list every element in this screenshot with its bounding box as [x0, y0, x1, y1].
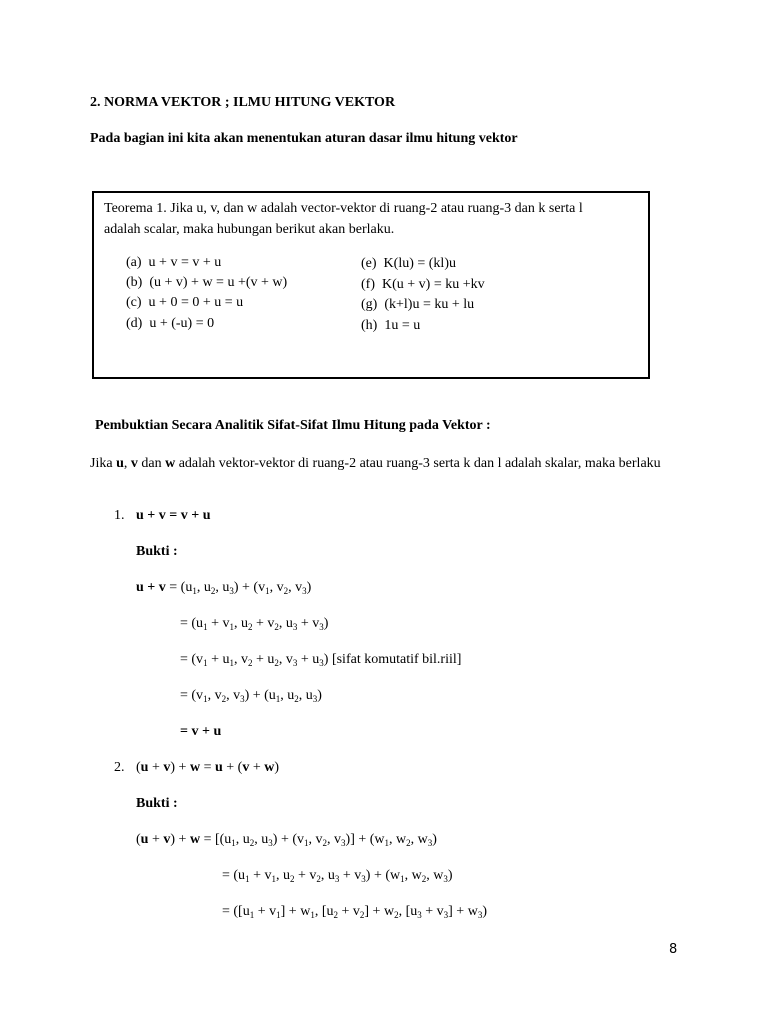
item-1-step-5: = v + u — [180, 724, 222, 739]
property-a: (a) u + v = v + u — [126, 255, 222, 270]
item-2-step-2: = ($u_1 + v_1$, $u_2 + v_2$, $u_3 + v_3) + (w_1$, $w_2$, $w_3$) — [222, 868, 453, 884]
property-d: (d) u + (-u) = 0 — [126, 316, 215, 331]
theorem-line-2: adalah scalar, maka hubungan berikut akan berlaku. — [104, 222, 395, 237]
property-c: (c) u + 0 = 0 + u = u — [126, 295, 244, 310]
property-b: (b) (u + v) + w = u +(v + w) — [126, 275, 288, 290]
property-g: (g) (k+l)u = ku + lu — [361, 297, 475, 312]
property-e: (e) K(lu) = (kl)u — [361, 256, 456, 271]
item-1-number: 1. — [114, 508, 125, 523]
item-2-bukti: Bukti : — [136, 796, 178, 811]
property-f: (f) K(u + v) = ku +kv — [361, 277, 485, 292]
proof-heading: Pembuktian Secara Analitik Sifat-Sifat Ilmu Hitung pada Vektor : — [95, 418, 491, 433]
item-1-step-3: = ($v_1 + u_1$, $v_2 + u_2$, $v_3 + u_3$) [sifat komutatif bil.riil] — [180, 652, 462, 668]
item-1-step-2: = ($u_1 + v_1$, $u_2 + v_2$, $u_3 + v_3$) — [180, 616, 329, 632]
intro-text: Pada bagian ini kita akan menentukan aturan dasar ilmu hitung vektor — [90, 131, 518, 146]
item-1-bukti: Bukti : — [136, 544, 178, 559]
item-2-title: (u + v) + w = u + (v + w) — [136, 760, 280, 775]
item-2-number: 2. — [114, 760, 125, 775]
item-2-step-3: = ($[u_1 + v_1] + w_1$, $[u_2 + v_2] + w_2$, $[u_3 + v_3] + w_3$) — [222, 904, 487, 920]
item-2-step-1: $(u + v) + w = [(u_1$, $u_2$, $u_3) + (v_1$, $v_2$, $v_3)] + (w_1$, $w_2$, $w_3$) — [136, 832, 437, 848]
property-h: (h) 1u = u — [361, 318, 421, 333]
intro-paragraph: Jika u, v dan w adalah vektor-vektor di ruang-2 atau ruang-3 serta k dan l adalah skalar, maka berlaku — [90, 456, 661, 471]
item-1-step-1: $u + v = (u_1$, $u_2$, $u_3) + (v_1$, $v_2$, $v_3$) — [136, 580, 312, 596]
page-number: 8 — [669, 942, 678, 957]
item-1-step-4: = ($v_1$, $v_2$, $v_3) + (u_1$, $u_2$, $u_3$) — [180, 688, 322, 704]
section-heading: 2. NORMA VEKTOR ; ILMU HITUNG VEKTOR — [90, 95, 396, 110]
theorem-line-1: Teorema 1. Jika u, v, dan w adalah vector-vektor di ruang-2 atau ruang-3 dan k serta l — [104, 201, 583, 216]
item-1-title: u + v = v + u — [136, 508, 211, 523]
